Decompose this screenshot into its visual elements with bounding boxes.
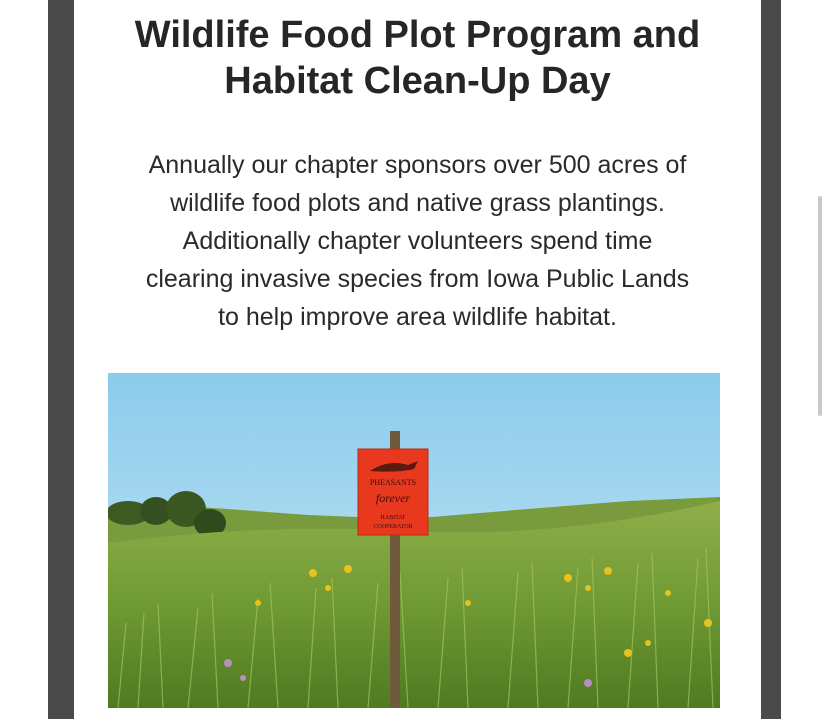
title-line-2: Habitat Clean-Up Day xyxy=(224,60,611,102)
left-frame-border xyxy=(48,0,74,719)
article-title xyxy=(74,12,761,104)
left-margin xyxy=(0,0,48,719)
body-line: Annually our chapter sponsors over 500 acres of xyxy=(148,151,687,179)
habitat-photo xyxy=(108,373,720,708)
sign-text-3: HABITAT xyxy=(380,515,406,521)
scrollbar[interactable] xyxy=(818,196,822,416)
body-line: wildlife food plots and native grass plantings. xyxy=(170,189,665,217)
habitat-sign xyxy=(358,449,428,535)
sign-text-1: PHEASANTS xyxy=(369,478,417,487)
right-frame-border xyxy=(761,0,781,719)
sign-text-4: COOPERATOR xyxy=(373,524,413,530)
sign-text-2: forever xyxy=(375,491,411,505)
article-card xyxy=(74,0,761,719)
body-line: to help improve area wildlife habitat. xyxy=(218,303,617,331)
article-body xyxy=(94,146,741,336)
title-line-1: Wildlife Food Plot Program and xyxy=(134,14,701,56)
body-line: Additionally chapter volunteers spend time xyxy=(182,227,653,255)
body-line: clearing invasive species from Iowa Public Lands xyxy=(145,265,690,293)
